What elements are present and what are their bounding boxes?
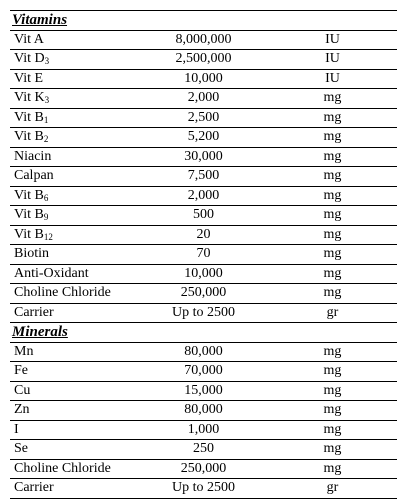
ingredient-name-cell	[10, 479, 139, 499]
section-header-row	[10, 323, 397, 343]
amount-cell: 2,000	[139, 186, 268, 206]
unit-cell: mg	[268, 206, 397, 226]
table-row	[10, 225, 397, 245]
amount-cell: 70	[139, 245, 268, 265]
unit-cell: mg	[268, 459, 397, 479]
table-row	[10, 440, 397, 460]
unit-cell: IU	[268, 50, 397, 70]
table-body	[10, 11, 397, 499]
ingredient-name-cell	[10, 167, 139, 187]
ingredient-name: Vit D	[14, 51, 45, 67]
amount-cell: Up to 2500	[139, 303, 268, 323]
ingredient-subscript: 9	[43, 212, 49, 223]
ingredient-subscript: 3	[44, 56, 50, 67]
section-title: Vitamins	[10, 11, 397, 31]
amount-cell: 2,500,000	[139, 50, 268, 70]
unit-cell: mg	[268, 245, 397, 265]
unit-cell: mg	[268, 108, 397, 128]
amount-cell: 20	[139, 225, 268, 245]
ingredient-name-cell	[10, 264, 139, 284]
ingredient-name: Anti-Oxidant	[14, 265, 89, 281]
ingredient-name: Calpan	[14, 168, 54, 184]
table-row	[10, 69, 397, 89]
unit-cell: mg	[268, 381, 397, 401]
amount-cell: 80,000	[139, 342, 268, 362]
section-title: Minerals	[10, 323, 397, 343]
amount-cell: 250,000	[139, 284, 268, 304]
ingredient-name-cell	[10, 69, 139, 89]
ingredient-name: Vit B	[14, 226, 44, 242]
table-row	[10, 128, 397, 148]
ingredient-name-cell	[10, 362, 139, 382]
amount-cell: 1,000	[139, 420, 268, 440]
ingredient-name-cell	[10, 245, 139, 265]
ingredient-name: Niacin	[14, 148, 52, 164]
ingredient-subscript: 3	[44, 95, 50, 106]
ingredient-subscript: 6	[43, 192, 49, 203]
unit-cell: mg	[268, 186, 397, 206]
amount-cell: 15,000	[139, 381, 268, 401]
ingredient-name: Vit A	[14, 31, 44, 47]
amount-cell: 5,200	[139, 128, 268, 148]
table-row	[10, 245, 397, 265]
ingredient-name-cell	[10, 284, 139, 304]
ingredient-name-cell	[10, 401, 139, 421]
table-row	[10, 167, 397, 187]
ingredient-name-cell	[10, 147, 139, 167]
ingredient-name-cell	[10, 225, 139, 245]
amount-cell: 2,500	[139, 108, 268, 128]
ingredient-subscript: 2	[43, 134, 49, 145]
amount-cell: 2,000	[139, 89, 268, 109]
table-row	[10, 479, 397, 499]
ingredient-name: Vit B	[14, 187, 44, 203]
unit-cell: mg	[268, 89, 397, 109]
unit-cell: gr	[268, 303, 397, 323]
premix-composition-table	[10, 10, 397, 499]
amount-cell: 80,000	[139, 401, 268, 421]
amount-cell: 30,000	[139, 147, 268, 167]
table-row	[10, 89, 397, 109]
unit-cell: mg	[268, 342, 397, 362]
ingredient-name-cell	[10, 30, 139, 50]
unit-cell: mg	[268, 147, 397, 167]
ingredient-name: Vit B	[14, 129, 44, 145]
ingredient-name: Cu	[14, 382, 31, 398]
ingredient-name: Fe	[14, 363, 28, 379]
ingredient-name-cell	[10, 342, 139, 362]
table-row	[10, 420, 397, 440]
ingredient-name: Carrier	[14, 304, 54, 320]
ingredient-name: I	[14, 421, 19, 437]
amount-cell: 10,000	[139, 264, 268, 284]
ingredient-name-cell	[10, 420, 139, 440]
amount-cell: 7,500	[139, 167, 268, 187]
amount-cell: 8,000,000	[139, 30, 268, 50]
unit-cell: mg	[268, 264, 397, 284]
table-row	[10, 342, 397, 362]
ingredient-name: Vit B	[14, 207, 44, 223]
table-row	[10, 303, 397, 323]
ingredient-name: Carrier	[14, 480, 54, 496]
table-row	[10, 264, 397, 284]
amount-cell: 250	[139, 440, 268, 460]
ingredient-name: Vit K	[14, 90, 45, 106]
ingredient-name: Choline Chloride	[14, 460, 111, 476]
table-row	[10, 284, 397, 304]
amount-cell: 10,000	[139, 69, 268, 89]
table-row	[10, 50, 397, 70]
ingredient-subscript: 12	[43, 231, 53, 242]
ingredient-name: Se	[14, 441, 28, 457]
unit-cell: gr	[268, 479, 397, 499]
table-row	[10, 108, 397, 128]
table-row	[10, 362, 397, 382]
ingredient-name-cell	[10, 303, 139, 323]
ingredient-name: Vit B	[14, 109, 44, 125]
unit-cell: mg	[268, 362, 397, 382]
unit-cell: IU	[268, 30, 397, 50]
ingredient-name-cell	[10, 89, 139, 109]
ingredient-name-cell	[10, 459, 139, 479]
table-row	[10, 30, 397, 50]
unit-cell: mg	[268, 128, 397, 148]
ingredient-name: Choline Chloride	[14, 285, 111, 301]
amount-cell: 500	[139, 206, 268, 226]
unit-cell: IU	[268, 69, 397, 89]
unit-cell: mg	[268, 167, 397, 187]
ingredient-name-cell	[10, 128, 139, 148]
table-row	[10, 186, 397, 206]
table-row	[10, 459, 397, 479]
table-row	[10, 401, 397, 421]
table-row	[10, 381, 397, 401]
unit-cell: mg	[268, 284, 397, 304]
ingredient-name-cell	[10, 186, 139, 206]
unit-cell: mg	[268, 440, 397, 460]
premix-composition-table-wrapper	[10, 10, 397, 499]
ingredient-name: Mn	[14, 343, 34, 359]
table-row	[10, 147, 397, 167]
amount-cell: 70,000	[139, 362, 268, 382]
amount-cell: 250,000	[139, 459, 268, 479]
amount-cell: Up to 2500	[139, 479, 268, 499]
unit-cell: mg	[268, 401, 397, 421]
ingredient-subscript: 1	[43, 114, 49, 125]
ingredient-name-cell	[10, 440, 139, 460]
ingredient-name: Biotin	[14, 246, 50, 262]
section-header-row	[10, 11, 397, 31]
ingredient-name: Vit E	[14, 70, 44, 86]
unit-cell: mg	[268, 225, 397, 245]
table-row	[10, 206, 397, 226]
unit-cell: mg	[268, 420, 397, 440]
ingredient-name-cell	[10, 108, 139, 128]
ingredient-name: Zn	[14, 402, 30, 418]
ingredient-name-cell	[10, 50, 139, 70]
ingredient-name-cell	[10, 206, 139, 226]
ingredient-name-cell	[10, 381, 139, 401]
